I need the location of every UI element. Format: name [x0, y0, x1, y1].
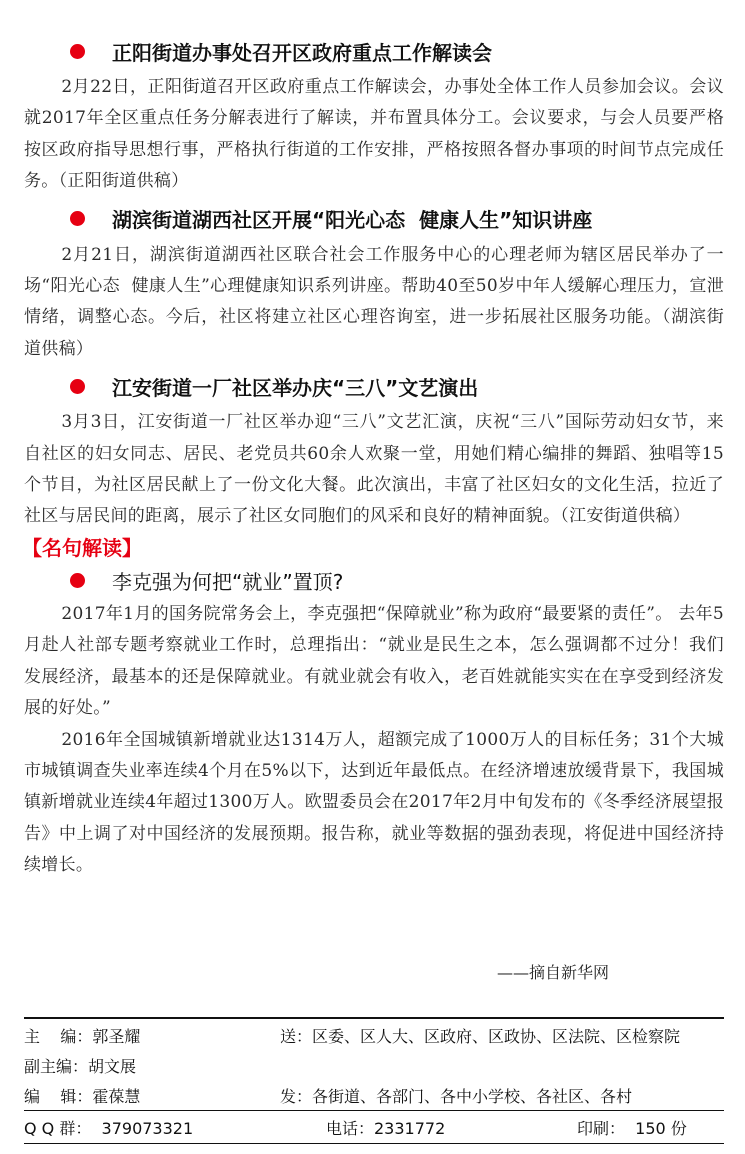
- footer-send-to: 送：区委、区人大、区政府、区政协、区法院、区检察院: [280, 1027, 681, 1046]
- footer-qq-group: Q Q 群： 379073321: [24, 1119, 194, 1138]
- section-tag: 【名句解读】: [22, 535, 142, 560]
- footer-deputy-editor: 副主编：胡文展: [24, 1057, 137, 1076]
- red-bullet-icon: [70, 211, 85, 226]
- article-title: 江安街道一厂社区举办庆“三八”文艺演出: [112, 375, 479, 400]
- quote-source: ——摘自新华网: [497, 963, 610, 982]
- document-body: [24, 30, 724, 882]
- footer-print-count: 印刷： 150 份: [577, 1119, 687, 1138]
- article-heading: [24, 30, 724, 72]
- article-body: 2017年1月的国务院常务会上，李克强把“保障就业”称为政府“最要紧的责任”。 去年5月赴人社部专题考察就业工作时，总理指出：“就业是民生之本，怎么强调都不过分！我们发展经济，最基本的还是保障就业。有就业就会有收入，老百姓就能实实在在享受到经济发展的好处。”: [24, 603, 724, 719]
- footer-editor-in-chief: 主 编：郭圣耀: [24, 1027, 141, 1046]
- footer-top-rule: [24, 1017, 724, 1019]
- article-title: 湖滨街道湖西社区开展“阳光心态 健康人生”知识讲座: [112, 208, 593, 233]
- article-heading: [24, 365, 724, 407]
- article-body: 2016年全国城镇新增就业达1314万人，超额完成了1000万人的目标任务；31个大城市城镇调查失业率连续4个月在5%以下，达到近年最低点。在经济增速放缓背景下，我国城镇新增就业连续4年超过1300万人。欧盟委员会在2017年2月中旬发布的《冬季经济展望报告》中上调了对中国经济的发展预期。报告称，就业等数据的强劲表现，将促进中国经济持续增长。: [24, 729, 724, 876]
- footer-phone: 电话：2331772: [326, 1119, 446, 1138]
- article-title: 正阳街道办事处召开区政府重点工作解读会: [112, 40, 492, 65]
- article-heading: [24, 563, 724, 599]
- footer-middle-rule: [24, 1110, 724, 1111]
- red-bullet-icon: [70, 573, 85, 588]
- article-body: 2月21日，湖滨街道湖西社区联合社会工作服务中心的心理老师为辖区居民举办了一场“阳光心态 健康人生”心理健康知识系列讲座。帮助40至50岁中年人缓解心理压力，宣泄情绪，调整心态。今后，社区将建立社区心理咨询室，进一步拓展社区服务功能。（湖滨街道供稿）: [24, 244, 724, 359]
- article-heading: [24, 198, 724, 240]
- footer-distribute-to: 发：各街道、各部门、各中小学校、各社区、各村: [280, 1087, 633, 1106]
- article-title: 李克强为何把“就业”置顶?: [112, 570, 344, 595]
- footer-bottom-rule: [24, 1143, 724, 1144]
- footer-editor: 编 辑：霍葆慧: [24, 1087, 141, 1106]
- article-body: 3月3日，江安街道一厂社区举办迎“三八”文艺汇演，庆祝“三八”国际劳动妇女节，来自社区的妇女同志、居民、老党员共60余人欢聚一堂，用她们精心编排的舞蹈、独唱等15个节目，为社区居民献上了一份文化大餐。此次演出，丰富了社区妇女的文化生活，拉近了社区与居民间的距离，展示了社区女同胞们的风采和良好的精神面貌。（江安街道供稿）: [24, 412, 724, 527]
- red-bullet-icon: [70, 379, 85, 394]
- article-body: 2月22日，正阳街道召开区政府重点工作解读会，办事处全体工作人员参加会议。会议就2017年全区重点任务分解表进行了解读，并布置具体分工。会议要求，与会人员要严格按区政府指导思想行事，严格执行街道的工作安排，严格按照各督办事项的时间节点完成任务。（正阳街道供稿）: [24, 77, 724, 192]
- red-bullet-icon: [70, 44, 85, 59]
